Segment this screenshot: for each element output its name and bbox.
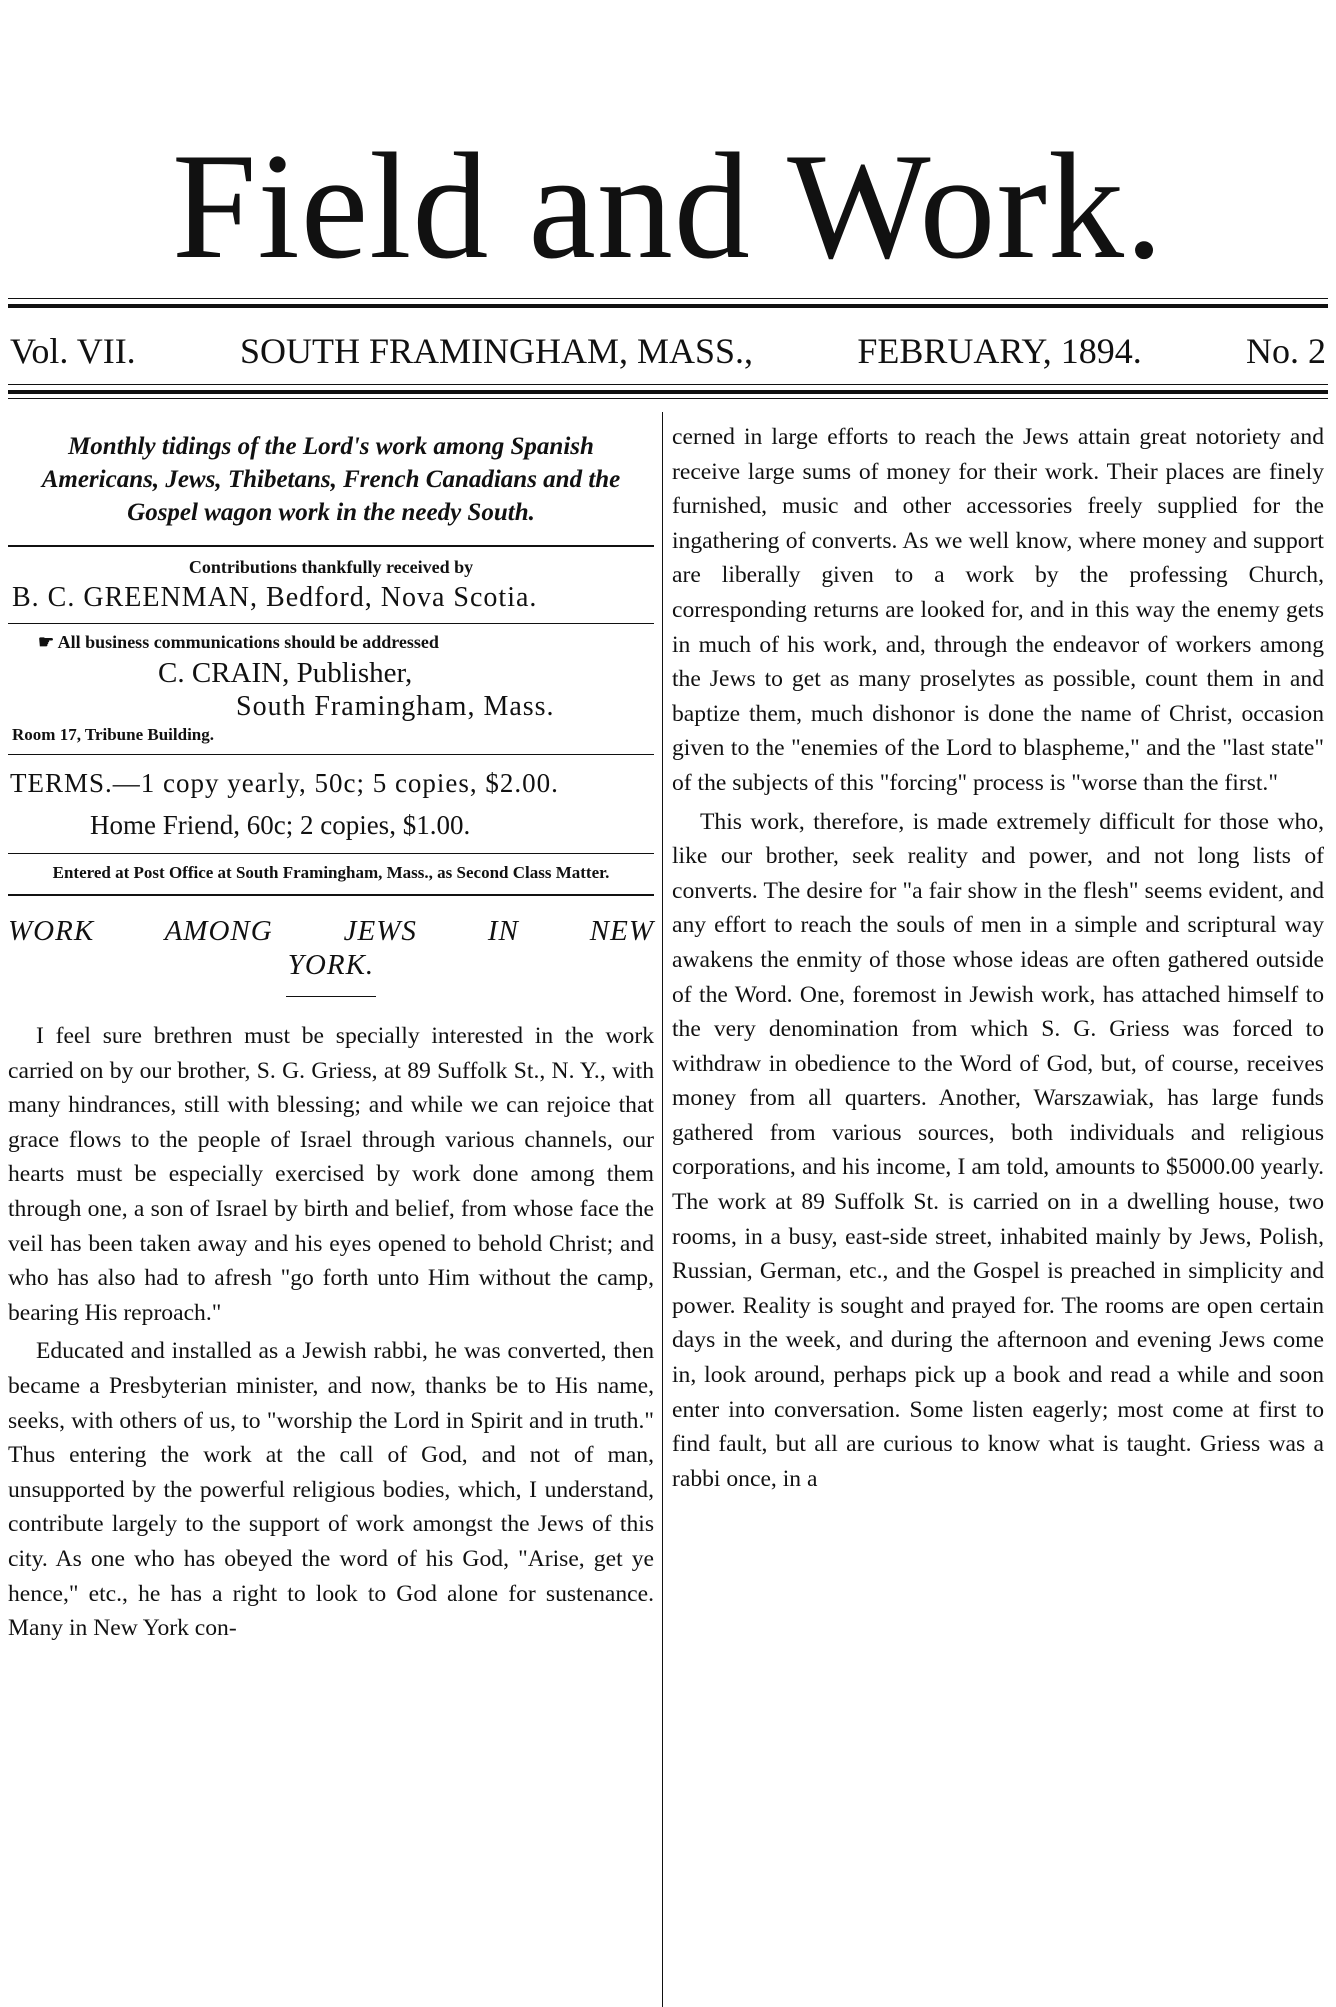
masthead-rule-top: [8, 298, 1328, 299]
dateline-rule-top: [8, 384, 1328, 385]
article-headline: WORK AMONG JEWS IN NEW: [8, 915, 654, 947]
tagline-rule: [8, 545, 654, 547]
pointing-hand-icon: ☛: [38, 632, 58, 652]
volume-label: Vol. VII.: [10, 331, 136, 371]
room-address: Room 17, Tribune Building.: [12, 725, 215, 744]
terms-line: TERMS.—1 copy yearly, 50c; 5 copies, $2.00.: [10, 768, 559, 798]
issue-number: No. 2: [1246, 331, 1326, 371]
greenman-rule: [8, 623, 654, 624]
dateline-rule-bottom: [8, 398, 1328, 399]
issue-date: FEBRUARY, 1894.: [857, 331, 1142, 371]
article-paragraph: Educated and installed as a Jewish rabbi, he was converted, then became a Presbyterian minister, and now, thanks be to His name, seeks, with others of us, to "worship the Lord in Spirit and in truth." Thus entering the work at the call of God, and not of man, unsupported by the powerful religious bodies, which, I understand, contribute largely to the support of work amongst the Jews of this city. As one who has obeyed the word of his God, "Arise, get ye hence," etc., he has a right to look to God alone for sustenance. Many in New York con-: [8, 1338, 654, 1642]
headline-short-rule: [286, 996, 376, 997]
masthead-rule-thick: [8, 304, 1328, 308]
right-column: [672, 420, 1324, 1496]
postal-entry-note: Entered at Post Office at South Framingham, Mass., as Second Class Matter.: [52, 863, 610, 882]
dateline-rule-thick: [8, 390, 1328, 394]
entry-rule: [8, 894, 654, 896]
home-friend-line: Home Friend, 60c; 2 copies, $1.00.: [90, 810, 471, 840]
article-paragraph: I feel sure brethren must be specially interested in the work carried on by our brother, S. G. Griess, at 89 Suffolk St., N. Y., with many hindrances, still with blessing; and while we can rejoice that grace flows to the people of Israel through various channels, our hearts must be especially exercised by work done among them through one, a son of Israel by birth and belief, from whose face the veil has been taken away and his eyes opened to behold Christ; and who has also had to afresh "go forth unto Him without the camp, bearing His reproach.": [8, 1023, 654, 1326]
column-divider: [662, 412, 663, 2007]
masthead-title: Field and Work.: [171, 122, 1165, 290]
tagline: Monthly tidings of the Lord's work among Spanish Americans, Jews, Thibetans, French Canadians and the Gospel wagon work in the needy South.: [41, 433, 621, 526]
dateline: [10, 331, 1326, 371]
greenman-address: B. C. GREENMAN, Bedford, Nova Scotia.: [12, 582, 538, 613]
business-note-text: All business communications should be addressed: [57, 632, 439, 652]
publisher-name: C. CRAIN, Publisher,: [158, 657, 413, 689]
terms-rule: [8, 853, 654, 854]
contributions-note: Contributions thankfully received by: [188, 557, 474, 577]
room-rule: [8, 754, 654, 755]
publisher-address: South Framingham, Mass.: [236, 691, 555, 722]
article-headline-continued: YORK.: [287, 949, 375, 981]
place-label: SOUTH FRAMINGHAM, MASS.,: [239, 331, 754, 371]
article-paragraph: This work, therefore, is made extremely difficult for those who, like our brother, seek reality and power, and not long lists of converts. The desire for "a fair show in the flesh" seems evident, and any effort to reach the souls of men in a simple and scriptural way awakens the enmity of those whose ideas are often gathered outside of the Word. One, foremost in Jewish work, has attached himself to the very denomination from which S. G. Griess was forced to withdraw in obedience to the Word of God, but, of course, receives money from all quarters. Another, Warszawiak, has large funds gathered from various sources, both individuals and religious corporations, and his income, I am told, amounts to $5000.00 yearly. The work at 89 Suffolk St. is carried on in a dwelling house, two rooms, in a busy, east-side street, inhabited mainly by Jews, Polish, Russian, German, etc., and the Gospel is preached in simplicity and power. Reality is sought and prayed for. The rooms are open certain days in the week, and during the afternoon and evening Jews come in, look around, perhaps pick up a book and read a while and soon enter into conversation. Some listen eagerly; most come at first to find fault, but all are curious to know what is taught. Griess was a rabbi once, in a: [672, 808, 1324, 1492]
left-column: [8, 420, 654, 1646]
article-paragraph: cerned in large efforts to reach the Jews attain great notoriety and receive large sums of money for their work. Their places are finely furnished, music and other accessories freely supplied for the ingathering of converts. As we well know, where money and support are liberally given to a work by the professing Church, corresponding returns are looked for, and in this way the enemy gets in much of his work, and, through the endeavor of workers among the Jews to get as many proselytes as possible, count them in and baptize them, much dishonor is done the name of Christ, occasion given to the "enemies of the Lord to blaspheme," and the "last state" of the subjects of this "forcing" process is "worse than the first.": [672, 424, 1324, 796]
business-note: [38, 630, 654, 654]
